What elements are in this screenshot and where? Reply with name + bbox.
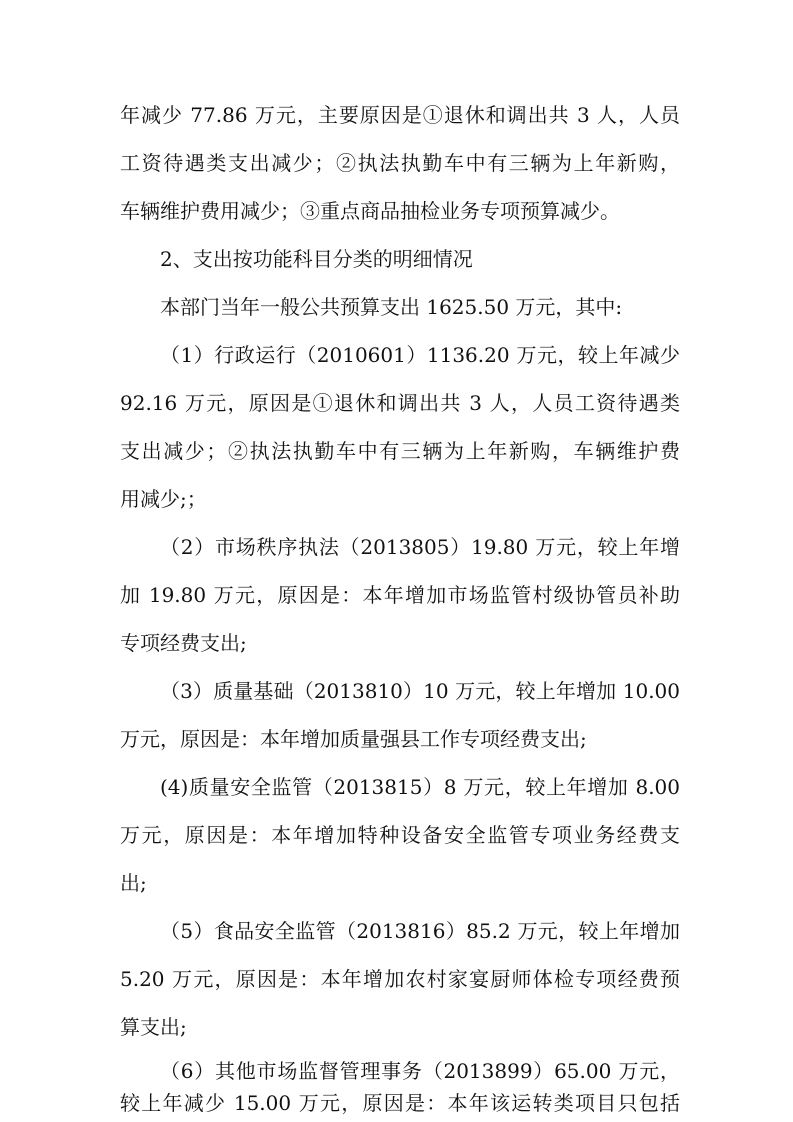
text-line: (4)质量安全监管（2013815）8 万元，较上年增加 8.00	[160, 775, 680, 799]
text-line: 工资待遇类支出减少；②执法执勤车中有三辆为上年新购，	[120, 151, 680, 175]
text-line: （3）质量基础（2013810）10 万元，较上年增加 10.00	[160, 679, 680, 703]
text-line: 本部门当年一般公共预算支出 1625.50 万元，其中:	[160, 295, 623, 319]
text-line: 5.20 万元，原因是：本年增加农村家宴厨师体检专项经费预	[120, 967, 680, 991]
text-line: （6）其他市场监督管理事务（2013899）65.00 万元，	[160, 1059, 680, 1083]
text-line: （2）市场秩序执法（2013805）19.80 万元，较上年增	[160, 535, 680, 559]
text-line: （1）行政运行（2010601）1136.20 万元，较上年减少	[160, 343, 680, 367]
text-line: 加 19.80 万元，原因是：本年增加市场监管村级协管员补助	[120, 583, 680, 607]
section-heading: 2、支出按功能科目分类的明细情况	[160, 247, 473, 271]
text-line: 用减少;；	[120, 487, 207, 511]
text-line: （5）食品安全监管（2013816）85.2 万元，较上年增加	[160, 919, 680, 943]
text-line: 车辆维护费用减少；③重点商品抽检业务专项预算减少。	[120, 199, 620, 223]
text-line: 专项经费支出;	[120, 631, 247, 655]
text-line: 年减少 77.86 万元，主要原因是①退休和调出共 3 人，人员	[120, 103, 680, 127]
text-line: 算支出;	[120, 1015, 187, 1039]
text-line: 支出减少；②执法执勤车中有三辆为上年新购，车辆维护费	[120, 439, 680, 463]
text-line: 万元，原因是：本年增加特种设备安全监管专项业务经费支	[120, 823, 680, 847]
text-line: 万元，原因是：本年增加质量强县工作专项经费支出;	[120, 727, 587, 751]
text-line: 92.16 万元，原因是①退休和调出共 3 人，人员工资待遇类	[120, 391, 680, 415]
text-line: 较上年减少 15.00 万元，原因是：本年该运转类项目只包括	[120, 1091, 680, 1115]
text-line: 出;	[120, 871, 147, 895]
